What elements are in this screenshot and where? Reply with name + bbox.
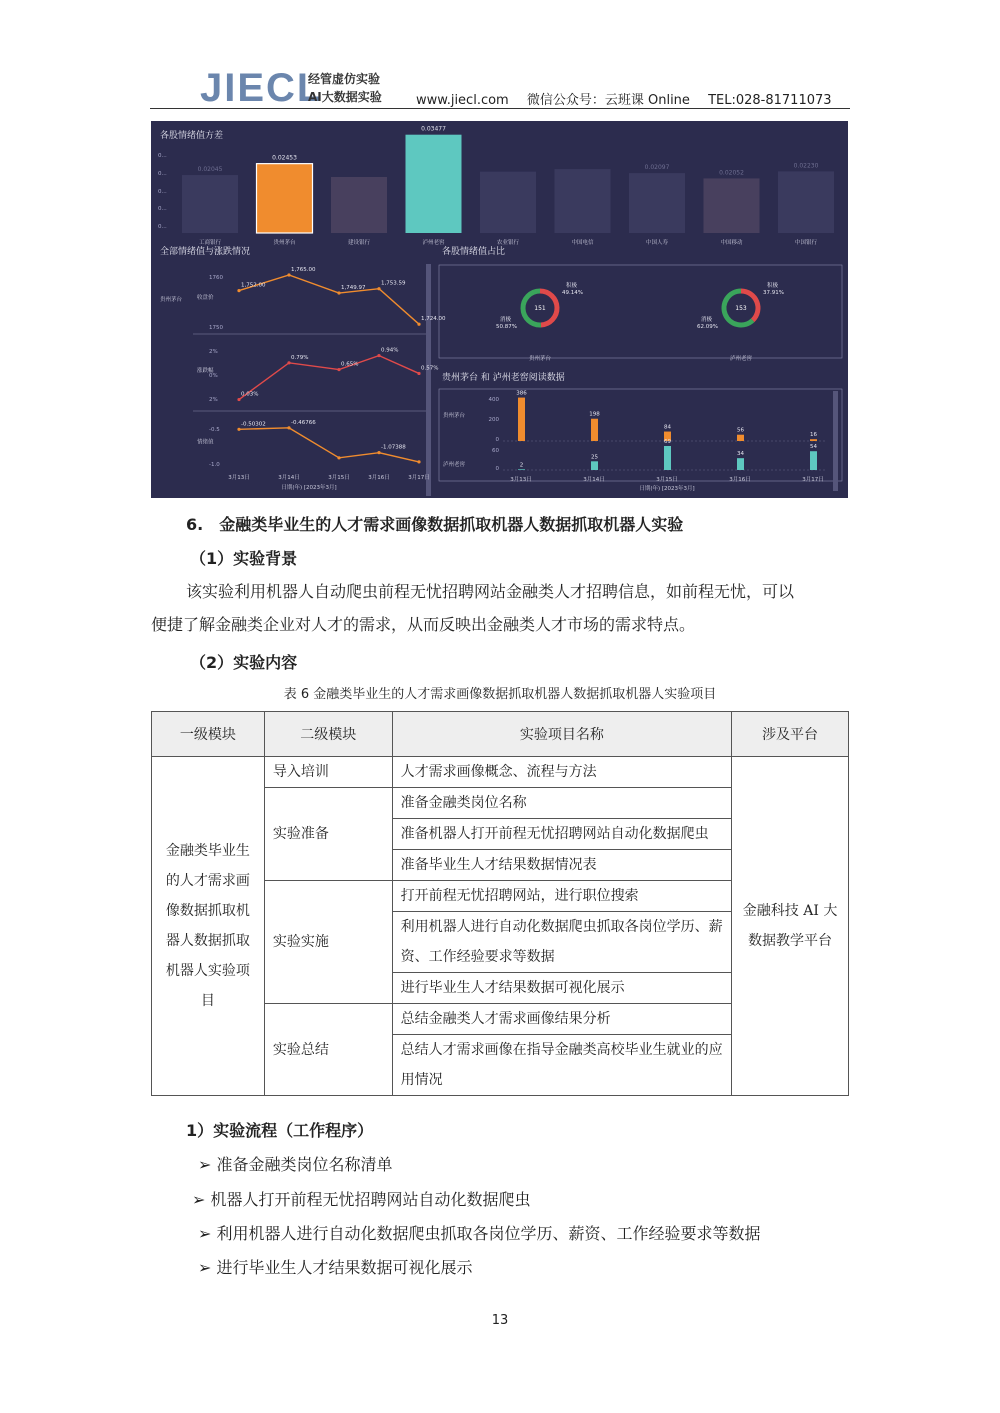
x-tick-label: 建设银行	[347, 240, 371, 246]
y-tick-label: 0...	[158, 189, 167, 195]
x-tick-label: 中国电信	[571, 240, 594, 246]
x-axis-label: 日期(年) [2023年3月]	[639, 486, 695, 492]
data-label: 54	[810, 444, 817, 451]
x-tick-label: 3月17日	[802, 477, 824, 483]
data-point	[417, 460, 420, 463]
slice-label: 50.87%	[496, 324, 517, 330]
platform-line: 金融科技 AI 大	[742, 903, 838, 919]
series-axis-label: 情绪值	[197, 439, 214, 446]
project-cell: 总结金融类人才需求画像结果分析	[392, 1004, 731, 1035]
list-item-text: 准备金融类岗位名称清单	[216, 1155, 393, 1174]
data-label: 0.02045	[197, 166, 223, 174]
data-point	[237, 428, 240, 431]
data-label: 0.02097	[644, 164, 670, 172]
reading-bar	[591, 419, 598, 441]
x-tick-label: 3月14日	[278, 475, 300, 481]
data-label: 1,724.00	[421, 316, 446, 323]
data-label: 25	[591, 454, 598, 461]
reading-bar	[737, 458, 744, 470]
reading-bar	[737, 435, 744, 441]
y-tick-label: 1760	[209, 275, 223, 281]
data-label: 198	[589, 411, 600, 418]
panel-title: 全部情绪值与涨跌情况	[160, 247, 251, 257]
y-tick-label: 0%	[209, 373, 218, 379]
level1-line: 像数据抓取机	[165, 903, 250, 919]
project-cell: 总结人才需求画像在指导金融类高校毕业生就业的应用情况	[392, 1035, 731, 1096]
y-tick-label: 0...	[158, 153, 167, 159]
slice-label: 37.91%	[763, 290, 784, 296]
platform-cell	[732, 757, 849, 1096]
data-label: 84	[664, 424, 671, 431]
panel-title: 各股情绪值方差	[160, 131, 224, 141]
wechat-info: 微信公众号：云班课 Online	[526, 93, 690, 108]
data-point	[337, 368, 340, 371]
reading-bar	[518, 469, 525, 470]
data-label: 386	[516, 390, 527, 397]
data-label: 0.65%	[341, 361, 359, 368]
y-tick-label: 60	[492, 448, 499, 454]
list-item: ➢ 利用机器人进行自动化数据爬虫抓取各岗位学历、薪资、工作经验要求等数据	[198, 1224, 761, 1243]
x-tick-label: 3月13日	[228, 475, 250, 481]
pie-name: 贵州茅台	[528, 356, 552, 362]
level1-line: 金融类毕业生	[165, 843, 250, 859]
header-contact	[416, 89, 846, 108]
variance-bar	[555, 169, 611, 233]
data-label: 1,749.97	[341, 285, 366, 292]
level1-line: 机器人实验项	[165, 963, 250, 979]
y-tick-label: 2%	[209, 397, 218, 403]
brand-logo: JIECL	[200, 66, 324, 110]
section-heading: 6. 金融类毕业生的人才需求画像数据抓取机器人数据抓取机器人实验	[186, 515, 684, 534]
data-label: 0.02230	[793, 162, 819, 170]
variance-bar	[629, 173, 685, 233]
brand-tagline-2: AI大数据实验	[308, 90, 382, 104]
data-label: 0.94%	[381, 347, 399, 354]
process-title: 1）实验流程（工作程序）	[186, 1121, 374, 1140]
experiment-table	[151, 711, 849, 1096]
list-item: ➢ 机器人打开前程无忧招聘网站自动化数据爬虫	[192, 1190, 531, 1209]
data-label: 1,753.59	[381, 280, 406, 287]
y-tick-label: 0...	[158, 206, 167, 212]
website-link[interactable]: www.jiecl.com	[416, 93, 509, 108]
project-cell: 准备机器人打开前程无忧招聘网站自动化数据爬虫	[392, 819, 731, 850]
list-item-text: 机器人打开前程无忧招聘网站自动化数据爬虫	[210, 1190, 531, 1209]
row-label: 贵州茅台	[160, 297, 183, 303]
x-tick-label: 3月15日	[656, 477, 678, 483]
data-label: -0.46766	[291, 419, 316, 426]
slice-label: 积极	[767, 283, 779, 289]
level2-module-cell: 导入培训	[264, 757, 392, 788]
data-point	[237, 398, 240, 401]
y-tick-label: 0...	[158, 171, 167, 177]
series-line	[239, 356, 419, 400]
list-item: ➢ 进行毕业生人才结果数据可视化展示	[198, 1258, 473, 1277]
row-label: 泸州老窖	[443, 462, 466, 468]
x-tick-label: 3月16日	[729, 477, 751, 483]
level1-line: 目	[200, 993, 215, 1009]
data-label: 56	[737, 427, 744, 434]
scrollbar	[426, 264, 431, 496]
data-label: 0.02453	[272, 154, 297, 162]
page-number: 13	[491, 1313, 509, 1328]
x-tick-label: 贵州茅台	[273, 240, 296, 246]
x-tick-label: 中国移动	[720, 240, 743, 246]
row-label: 贵州茅台	[443, 413, 466, 419]
table-header: 二级模块	[264, 712, 392, 757]
level2-module-cell: 实验总结	[264, 1004, 392, 1096]
table-header: 实验项目名称	[392, 712, 731, 757]
x-tick-label: 3月15日	[328, 475, 350, 481]
level1-line: 的人才需求画	[165, 873, 250, 889]
list-item: ➢ 准备金融类岗位名称清单	[198, 1155, 393, 1174]
subheading-content: （2）实验内容	[190, 653, 298, 672]
table-header: 一级模块	[152, 712, 265, 757]
data-point	[337, 456, 340, 459]
slice-label: 49.14%	[562, 290, 583, 296]
reading-bar	[518, 398, 525, 441]
scrollbar	[833, 391, 838, 491]
data-point	[287, 273, 290, 276]
data-label: 1,765.00	[291, 267, 316, 273]
project-cell: 进行毕业生人才结果数据可视化展示	[392, 973, 731, 1004]
pie-total: 153	[735, 305, 747, 312]
data-label: 1,752.00	[241, 282, 266, 289]
tel-info: TEL:028-81711073	[708, 93, 832, 108]
y-tick-label: 400	[488, 397, 499, 403]
x-tick-label: 3月14日	[583, 477, 605, 483]
brand-tagline-1: 经管虚仿实验	[308, 72, 381, 86]
paragraph-line-1: 该实验利用机器人自动爬虫前程无忧招聘网站金融类人才招聘信息，如前程无忧，可以	[186, 582, 795, 601]
project-cell: 利用机器人进行自动化数据爬虫抓取各岗位学历、薪资、工作经验要求等数据	[392, 912, 731, 973]
pie-total: 151	[534, 305, 546, 312]
data-point	[287, 361, 290, 364]
panel-title: 贵州茅台 和 泸州老窖阅读数据	[442, 373, 565, 383]
x-tick-label: 泸州老窖	[422, 240, 445, 246]
slice-label: 消极	[500, 317, 512, 323]
data-point	[237, 289, 240, 292]
pie-panel-frame	[439, 265, 842, 358]
data-label: 69	[664, 439, 671, 445]
variance-bar	[778, 171, 834, 233]
y-tick-label: 0...	[158, 224, 167, 230]
y-tick-label: 200	[488, 417, 499, 423]
level1-module-cell	[152, 757, 265, 1096]
variance-bar	[480, 172, 536, 233]
data-label: 0.03477	[421, 125, 446, 133]
reading-bar	[664, 446, 671, 470]
variance-bar	[704, 178, 760, 233]
project-cell: 打开前程无忧招聘网站，进行职位搜索	[392, 881, 731, 912]
x-tick-label: 3月13日	[510, 477, 532, 483]
slice-label: 消极	[701, 317, 713, 323]
data-label: -1.07388	[381, 444, 406, 451]
data-label: 0.79%	[291, 354, 309, 361]
variance-bar	[182, 175, 238, 233]
x-tick-label: 工商银行	[198, 240, 222, 246]
level2-module-cell: 实验准备	[264, 788, 392, 881]
y-tick-label: 0	[495, 466, 499, 472]
project-cell: 准备金融类岗位名称	[392, 788, 731, 819]
level1-line: 器人数据抓取	[165, 933, 250, 949]
reading-bar	[810, 439, 817, 441]
slice-label: 62.09%	[697, 324, 718, 330]
reading-bar	[591, 461, 598, 470]
data-label: -0.50302	[241, 421, 266, 428]
data-label: 34	[737, 451, 744, 458]
data-point	[377, 451, 380, 454]
slice-label: 积极	[566, 283, 578, 289]
data-point	[417, 372, 420, 375]
x-tick-label: 农业银行	[496, 240, 520, 246]
table-row	[152, 757, 849, 788]
level2-module-cell: 实验实施	[264, 881, 392, 1004]
pie-name: 泸州老窖	[729, 356, 753, 362]
list-item-text: 利用机器人进行自动化数据爬虫抓取各岗位学历、薪资、工作经验要求等数据	[216, 1224, 761, 1243]
data-point	[287, 426, 290, 429]
reading-bar	[810, 451, 817, 470]
panel-title: 各股情绪值占比	[442, 247, 506, 257]
y-tick-label: -1.0	[209, 462, 220, 468]
reading-panel-frame	[439, 389, 842, 481]
platform-line: 数据教学平台	[748, 933, 833, 949]
data-point	[337, 291, 340, 294]
header-rule	[150, 108, 850, 109]
table-header: 涉及平台	[732, 712, 849, 757]
y-tick-label: -0.5	[209, 427, 220, 433]
data-label: 2	[519, 462, 524, 469]
subheading-background: （1）实验背景	[190, 549, 298, 568]
data-point	[377, 287, 380, 290]
series-axis-label: 涨跌幅	[197, 368, 214, 374]
project-cell: 人才需求画像概念、流程与方法	[392, 757, 731, 788]
data-point	[417, 323, 420, 326]
x-tick-label: 3月17日	[408, 475, 430, 481]
dashboard-figure	[151, 121, 848, 498]
series-axis-label: 收盘价	[197, 295, 214, 301]
brand-tagline	[308, 70, 382, 106]
x-tick-label: 中国银行	[794, 240, 818, 246]
data-label: 0.03%	[241, 391, 259, 398]
variance-bar	[257, 164, 313, 233]
x-tick-label: 中国人寿	[645, 240, 669, 246]
table-header-row	[152, 712, 849, 757]
variance-bar	[406, 135, 462, 233]
y-tick-label: 1750	[209, 325, 223, 331]
table-caption: 表 6 金融类毕业生的人才需求画像数据抓取机器人数据抓取机器人实验项目	[283, 687, 717, 702]
x-tick-label: 3月16日	[368, 475, 390, 481]
data-label: 16	[810, 432, 817, 439]
project-cell: 准备毕业生人才结果数据情况表	[392, 850, 731, 881]
list-item-text: 进行毕业生人才结果数据可视化展示	[216, 1258, 473, 1277]
data-label: 0.57%	[421, 365, 439, 372]
y-tick-label: 2%	[209, 349, 218, 355]
paragraph-line-2: 便捷了解金融类企业对人才的需求，从而反映出金融类人才市场的需求特点。	[151, 615, 696, 634]
data-label: 0.02052	[719, 169, 744, 177]
dashboard-svg	[151, 121, 848, 498]
variance-bar	[331, 177, 387, 233]
data-point	[377, 354, 380, 357]
y-tick-label: 0	[495, 437, 499, 443]
x-axis-label: 日期(年) [2023年3月]	[281, 485, 337, 491]
